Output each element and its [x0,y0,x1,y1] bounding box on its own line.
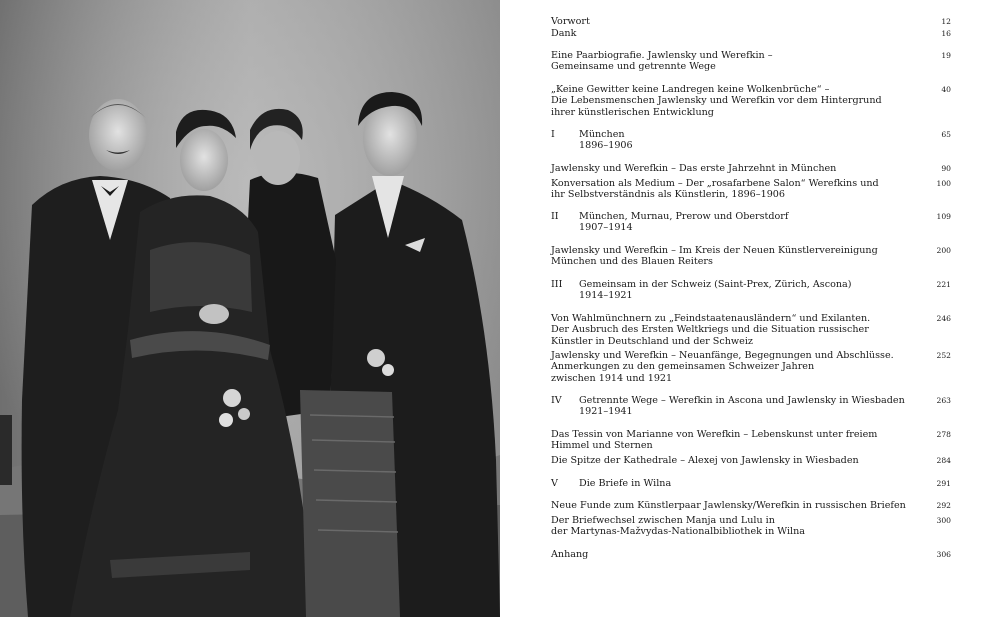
toc-entry-page: 278 [936,430,951,439]
toc-entry-title: Getrennte Wege – Werefkin in Ascona und Jawlensky in Wiesbaden 1921–1941 [579,395,905,418]
toc-entry-page: 90 [941,164,951,173]
toc-part-entry [551,211,951,234]
toc-entry-title: Der Briefwechsel zwischen Manja und Lulu in der Martynas-Mažvydas-Nationalbibliothek in Wilna [551,515,806,538]
toc-part-number: II [551,211,559,222]
toc-entry-title: Von Wahlmünchnern zu „Feindstaatenausländern“ und Exilanten. Der Ausbruch des Ersten Weltkriegs und die Situation russischer Künstler in Deutschland und der Schweiz [551,313,871,347]
toc-entry-title: Neue Funde zum Künstlerpaar Jawlensky/Werefkin in russischen Briefen [551,500,906,511]
toc-entry-title: Die Briefe in Wilna [579,478,672,489]
toc-part-number: I [551,129,555,140]
toc-part-entry [551,478,951,489]
toc-entry-page: 109 [936,212,951,221]
toc-part-entry [551,129,951,152]
toc-entry [551,16,951,27]
toc-entry [551,84,951,118]
toc-entry-page: 19 [941,51,951,60]
toc-entry [551,245,951,268]
toc-entry-page: 40 [941,85,951,94]
toc-entry-page: 221 [936,280,951,289]
toc-entry-page: 263 [936,396,951,405]
toc-entry [551,313,951,347]
toc-entry [551,178,951,201]
toc-entry-page: 306 [936,550,951,559]
toc-entry-page: 246 [936,314,951,323]
toc-entry-title: Eine Paarbiografie. Jawlensky und Werefkin – Gemeinsame und getrennte Wege [551,50,773,73]
toc-entry-title: Anhang [551,549,589,560]
toc-entry-page: 16 [941,29,951,38]
toc-entry-title: Jawlensky und Werefkin – Das erste Jahrzehnt in München [551,163,837,174]
toc-entry-title: Die Spitze der Kathedrale – Alexej von Jawlensky in Wiesbaden [551,455,859,466]
table-of-contents [500,0,1000,617]
toc-entry-title: Konversation als Medium – Der „rosafarbene Salon“ Werefkins und ihr Selbstverständnis als Künstlerin, 1896–1906 [551,178,879,201]
toc-part-number: III [551,279,563,290]
toc-entry-title: Gemeinsam in der Schweiz (Saint-Prex, Zürich, Ascona) 1914–1921 [579,279,852,302]
toc-entry-page: 252 [936,351,951,360]
toc-entry [551,350,951,384]
toc-entry [551,455,951,466]
toc-entry-page: 65 [941,130,951,139]
toc-entry [551,429,951,452]
toc-entry-title: München, Murnau, Prerow und Oberstdorf 1907–1914 [579,211,789,234]
toc-entry [551,28,951,39]
toc-entry [551,549,951,560]
toc-part-number: V [551,478,558,489]
toc-part-entry [551,395,951,418]
toc-entry-title: Das Tessin von Marianne von Werefkin – Lebenskunst unter freiem Himmel und Sternen [551,429,878,452]
toc-part-entry [551,279,951,302]
toc-entry-page: 100 [936,179,951,188]
toc-entry-title: Dank [551,28,577,39]
toc-entry [551,515,951,538]
toc-entry-page: 300 [936,516,951,525]
toc-part-number: IV [551,395,562,406]
toc-entry [551,50,951,73]
toc-entry-page: 12 [941,17,951,26]
toc-entry-title: Jawlensky und Werefkin – Im Kreis der Neuen Künstlervereinigung München und des Blauen Reiters [551,245,878,268]
toc-entry-page: 200 [936,246,951,255]
toc-entry-title: Jawlensky und Werefkin – Neuanfänge, Begegnungen und Abschlüsse. Anmerkungen zu den gemeinsamen Schweizer Jahren zwischen 1914 und 1921 [551,350,894,384]
toc-entry-title: „Keine Gewitter keine Landregen keine Wolkenbrüche“ – Die Lebensmenschen Jawlensky und Werefkin vor dem Hintergrund ihrer künstlerischen Entwicklung [551,84,882,118]
toc-entry-title: München 1896–1906 [579,129,633,152]
toc-entry [551,500,951,511]
toc-entry-page: 291 [936,479,951,488]
toc-entry-title: Vorwort [551,16,590,27]
toc-entry-page: 292 [936,501,951,510]
toc-entry-page: 284 [936,456,951,465]
toc-entry [551,163,951,174]
